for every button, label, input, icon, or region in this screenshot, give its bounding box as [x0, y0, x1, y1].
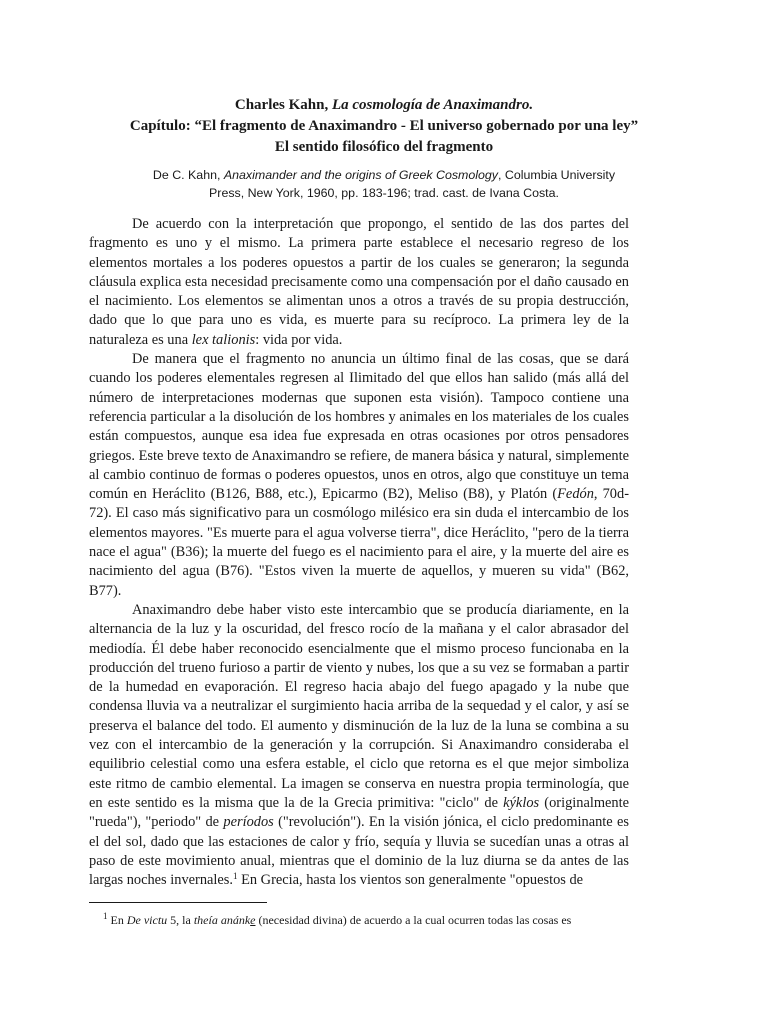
- p3-text-a: Anaximandro debe haber visto este intercambio que se producía diariamente, en la alternancia de la luz y la oscuridad, del fresco rocío de la mañana y el calor abrasador del mediodía. Él debe haber reconocido esencialmente que el mismo proceso funcionaba en la producción del trueno furioso a partir de viento y nubes, los que a su vez se formaban a partir de la humedad en evaporación. El regreso hacia abajo del fuego apagado y la nube que condensa lluvia va a neutralizar el surgimiento hacia arriba de la sequedad y el calor, y así se preserva el balance del todo. El aumento y disminución de la luz de la luna se combina a su vez con el intercambio de la generación y la corrupción. Si Anaximandro consideraba el equilibrio celestial como una esfera estable, el ciclo que retorna es el que mejor simboliza este ritmo de cambio elemental. La imagen se conserva en nuestra propia terminología, que en este sentido es la misma que la de la Grecia primitiva: "ciclo" de: [89, 601, 629, 811]
- footnote-divider: [89, 902, 267, 903]
- paragraph-1: [89, 215, 629, 350]
- p3-text-c: ("revolución"). En la visión jónica, el ciclo predominante es el del sol, dado que las estaciones de calor y frío, sequía y lluvia se sucedían unas a otras al paso de este movimiento anual, mientras que el dominio de la luz diurna se da antes de las largas noches invernales.: [89, 814, 629, 889]
- footnote-work: De victu: [126, 913, 168, 927]
- author-name: Charles Kahn,: [234, 97, 332, 113]
- p3-italic-2: períodos: [223, 814, 274, 831]
- p2-text-end: , 70d-72). El caso más significativo para un cosmólogo milésico era sin duda el intercambio de los elementos mayores. "Es muerte para el agua volverse tierra", dice Heráclito, "pero de la tierra nace el agua" (B36); la muerte del fuego es el nacimiento para el aire, y la muerte del aire es nacimiento del agua (B76). "Estos viven la muerte de aquellos, y mueren su vida" (B62, B77).: [89, 486, 629, 599]
- footnote-rest: (necesidad divina) de acuerdo a la cual ocurren todas las cosas es: [255, 913, 572, 927]
- p2-text: De manera que el fragmento no anuncia un último final de las cosas, que se dará cuando los poderes elementales regresen al Ilimitado del que ellos han salido (más allá del número de interpretaciones modernas que suponen esta visión). Tampoco contiene una referencia particular a la disolución de los hombres y animales en los materiales de los cuales están compuestos, aunque esa idea fue expresada en otras ocasiones por otros pensadores griegos. Este breve texto de Anaximandro se refiere, de manera básica y natural, simplemente al cambio continuo de formas o poderes opuestos, unos en otros, algo que constituye un tema común en Heráclito (B126, B88, etc.), Epicarmo (B2), Meliso (B8), y Platón (: [89, 351, 629, 503]
- p3-text-d: En Grecia, hasta los vientos son generalmente "opuestos de: [237, 872, 584, 889]
- source-citation: [140, 166, 628, 202]
- footnote-en: En: [107, 913, 127, 927]
- body-text: [89, 215, 629, 890]
- p1-text: De acuerdo con la interpretación que propongo, el sentido de las dos partes del fragmento es uno y el mismo. La primera parte establece el necesario regreso de los elementos mortales a los poderes opuestos a partir de los cuales se generaron; la segunda cláusula explica esta necesidad precisamente como una compensación por el daño causado en el nacimiento. Los elementos se alimentan unos a otros a través de su propia destrucción, dado que lo que para uno es vida, es muerte para su recíproco. La primera ley de la naturaleza es una: [89, 216, 629, 348]
- paragraph-3: [89, 601, 629, 890]
- paragraph-2: [89, 350, 629, 601]
- footnote-term: theía anánk: [193, 913, 251, 927]
- header-author-title: [0, 95, 768, 115]
- book-title: La cosmología de Anaximandro.: [331, 97, 534, 113]
- chapter-line: Capítulo: “El fragmento de Anaximandro - El universo gobernado por una ley”: [129, 118, 639, 134]
- footnote-reference[interactable]: 1: [233, 871, 238, 882]
- p2-italic: Fedón: [557, 486, 594, 503]
- p1-text-end: : vida por vida.: [255, 331, 343, 348]
- footnote-number: 1: [103, 911, 108, 921]
- source-work-title: Anaximander and the origins of Greek Cosmology: [223, 168, 498, 182]
- p3-italic-1: kýklos: [503, 794, 540, 811]
- section-title: El sentido filosófico del fragmento: [274, 139, 494, 155]
- source-prefix: De C. Kahn,: [152, 168, 224, 182]
- p3-text-b: (originalmente "rueda"), "periodo" de: [89, 794, 630, 831]
- footnote-term-underlined: e: [250, 913, 256, 927]
- source-details: , Columbia University Press, New York, 1960, pp. 183-196; trad. cast. de Ivana Costa.: [209, 168, 616, 200]
- footnote-mid: 5, la: [167, 913, 194, 927]
- footnote-1: [89, 912, 629, 928]
- p1-italic: lex talionis: [191, 331, 256, 348]
